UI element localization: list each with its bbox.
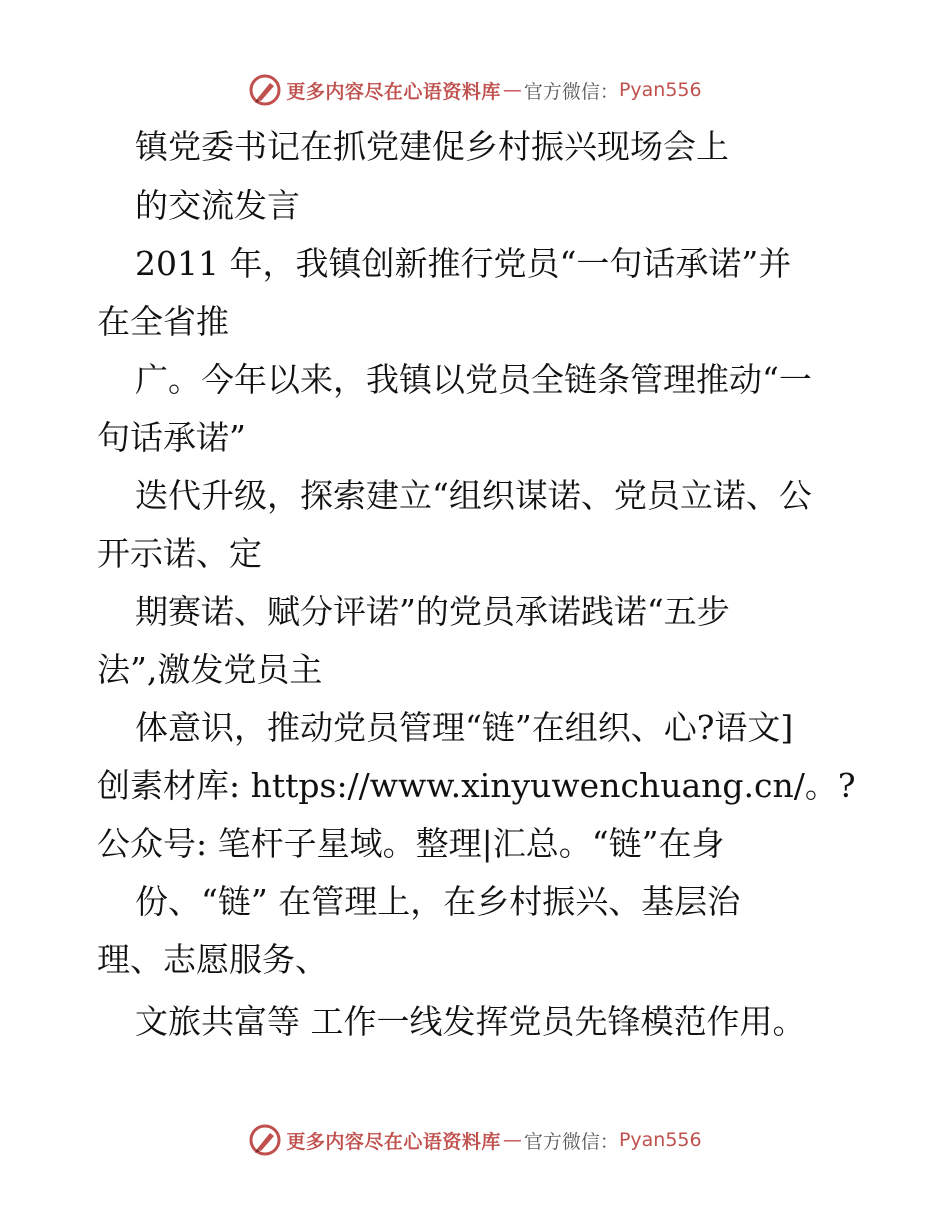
banner-wechat-id: Pyan556 xyxy=(618,79,702,101)
banner-wechat-label: 官方微信： xyxy=(523,1130,619,1153)
doc-title-line-2: 的交流发言 xyxy=(135,186,300,225)
doc-line: 文旅共富等 工作一线发挥党员先锋模范作用。 xyxy=(135,1002,806,1041)
banner-wechat-label: 官方微信： xyxy=(523,80,619,103)
doc-line: 份、“链” 在管理上，在乡村振兴、基层治 xyxy=(135,882,741,921)
footer-banner xyxy=(0,1120,950,1160)
header-banner xyxy=(0,70,950,110)
doc-title-line-1: 镇党委书记在抓党建促乡村振兴现场会上 xyxy=(135,127,729,166)
doc-line: 体意识，推动党员管理“链”在组织、心?语文] xyxy=(135,708,794,747)
banner-separator: — xyxy=(502,1129,522,1151)
banner-separator: — xyxy=(502,79,522,101)
doc-line: 2011 年，我镇创新推行党员“一句话承诺”并 xyxy=(135,244,792,283)
doc-line: 在全省推 xyxy=(97,302,229,341)
doc-line: 创素材库: https://www.xinyuwenchuang.cn/。? xyxy=(97,766,856,805)
banner-wechat-id: Pyan556 xyxy=(618,1129,702,1151)
doc-line: 迭代升级，探索建立“组织谋诺、党员立诺、公 xyxy=(135,476,812,515)
banner-text: 更多内容尽在心语资料库 xyxy=(286,80,501,103)
doc-line: 开示诺、定 xyxy=(97,534,262,573)
doc-line: 公众号: 笔杆子星域。整理|汇总。“链”在身 xyxy=(97,824,725,863)
doc-line: 期赛诺、赋分评诺”的党员承诺践诺“五步 xyxy=(135,592,730,631)
doc-line: 理、志愿服务、 xyxy=(97,940,328,979)
pen-logo-icon xyxy=(248,73,282,107)
pen-logo-icon xyxy=(248,1123,282,1157)
banner-text: 更多内容尽在心语资料库 xyxy=(286,1130,501,1153)
doc-line: 广。今年以来，我镇以党员全链条管理推动“一 xyxy=(135,360,812,399)
doc-line: 句话承诺” xyxy=(97,418,246,457)
doc-line: 法”,激发党员主 xyxy=(97,650,323,689)
